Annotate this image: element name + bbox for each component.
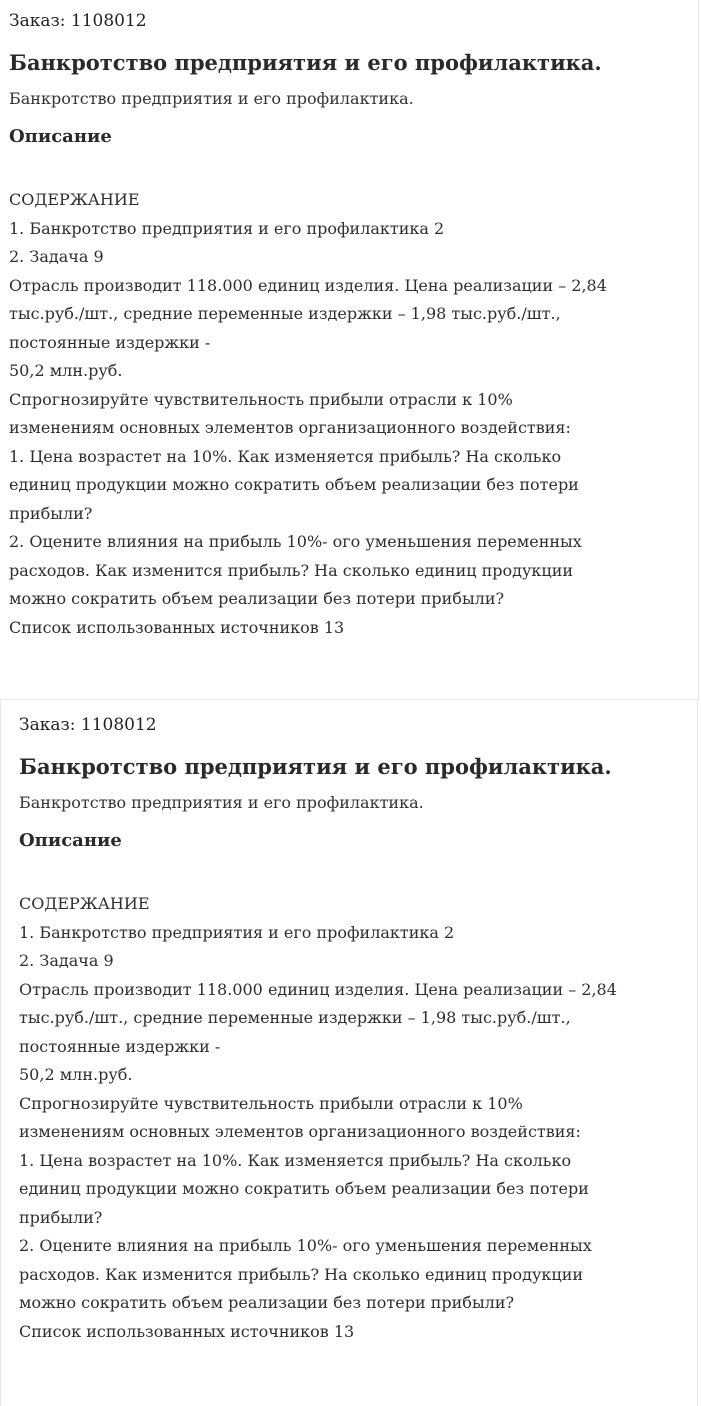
content-line: Спрогнозируйте чувствительность прибыли отрасли к 10% — [9, 389, 513, 409]
description-card-bottom — [0, 700, 698, 1406]
content-line: расходов. Как изменится прибыль? На сколько единиц продукции — [19, 1264, 584, 1284]
content-line: 2. Задача 9 — [19, 951, 114, 970]
content-line: СОДЕРЖАНИЕ — [19, 894, 150, 913]
content-line: тыс.руб./шт., средние переменные издержки – 1,98 тыс.руб./шт., — [19, 1008, 571, 1027]
content-line: Список использованных источников 13 — [9, 617, 345, 637]
content-line: Отрасль производит 118.000 единиц изделия. Цена реализации – 2,84 — [19, 979, 617, 999]
content-line: можно сократить объем реализации без потери прибыли? — [9, 589, 505, 608]
content-line: 2. Задача 9 — [9, 247, 104, 266]
content-line: постоянные издержки - — [19, 1036, 221, 1056]
content-line: 1. Банкротство предприятия и его профилактика 2 — [9, 218, 445, 238]
content-line: прибыли? — [19, 1207, 103, 1227]
content-line: тыс.руб./шт., средние переменные издержки – 1,98 тыс.руб./шт., — [9, 304, 561, 323]
content-line: Спрогнозируйте чувствительность прибыли отрасли к 10% — [19, 1093, 523, 1113]
content-line: единиц продукции можно сократить объем реализации без потери — [9, 475, 579, 494]
description-content — [19, 890, 694, 1346]
content-line: изменениям основных элементов организационного воздействия: — [19, 1122, 581, 1141]
description-content — [9, 186, 689, 642]
content-line: 2. Оцените влияния на прибыль 10%- ого уменьшения переменных — [19, 1236, 592, 1255]
content-line: 50,2 млн.руб. — [9, 361, 123, 380]
page-title: Банкротство предприятия и его профилактика. — [19, 754, 612, 779]
description-card-top — [0, 0, 699, 700]
content-line: расходов. Как изменится прибыль? На сколько единиц продукции — [9, 560, 574, 580]
page-subtitle: Банкротство предприятия и его профилактика. — [9, 89, 414, 108]
content-line: Отрасль производит 118.000 единиц изделия. Цена реализации – 2,84 — [9, 275, 607, 295]
order-number: Заказ: 1108012 — [9, 11, 147, 31]
content-line: изменениям основных элементов организационного воздействия: — [9, 418, 571, 437]
page-subtitle: Банкротство предприятия и его профилактика. — [19, 793, 424, 812]
content-line: Список использованных источников 13 — [19, 1321, 355, 1341]
section-heading-description: Описание — [19, 830, 122, 851]
content-line: 1. Цена возрастет на 10%. Как изменяется прибыль? На сколько — [19, 1150, 572, 1170]
section-heading-description: Описание — [9, 126, 112, 147]
content-line: 1. Цена возрастет на 10%. Как изменяется прибыль? На сколько — [9, 446, 562, 466]
content-line: прибыли? — [9, 503, 93, 523]
content-line: 1. Банкротство предприятия и его профилактика 2 — [19, 922, 455, 942]
content-line: постоянные издержки - — [9, 332, 211, 352]
content-line: 50,2 млн.руб. — [19, 1065, 133, 1084]
content-line: 2. Оцените влияния на прибыль 10%- ого уменьшения переменных — [9, 532, 582, 551]
content-line: единиц продукции можно сократить объем реализации без потери — [19, 1179, 589, 1198]
order-number: Заказ: 1108012 — [19, 715, 157, 735]
content-line: можно сократить объем реализации без потери прибыли? — [19, 1293, 515, 1312]
content-line: СОДЕРЖАНИЕ — [9, 190, 140, 209]
page-title: Банкротство предприятия и его профилактика. — [9, 50, 602, 75]
